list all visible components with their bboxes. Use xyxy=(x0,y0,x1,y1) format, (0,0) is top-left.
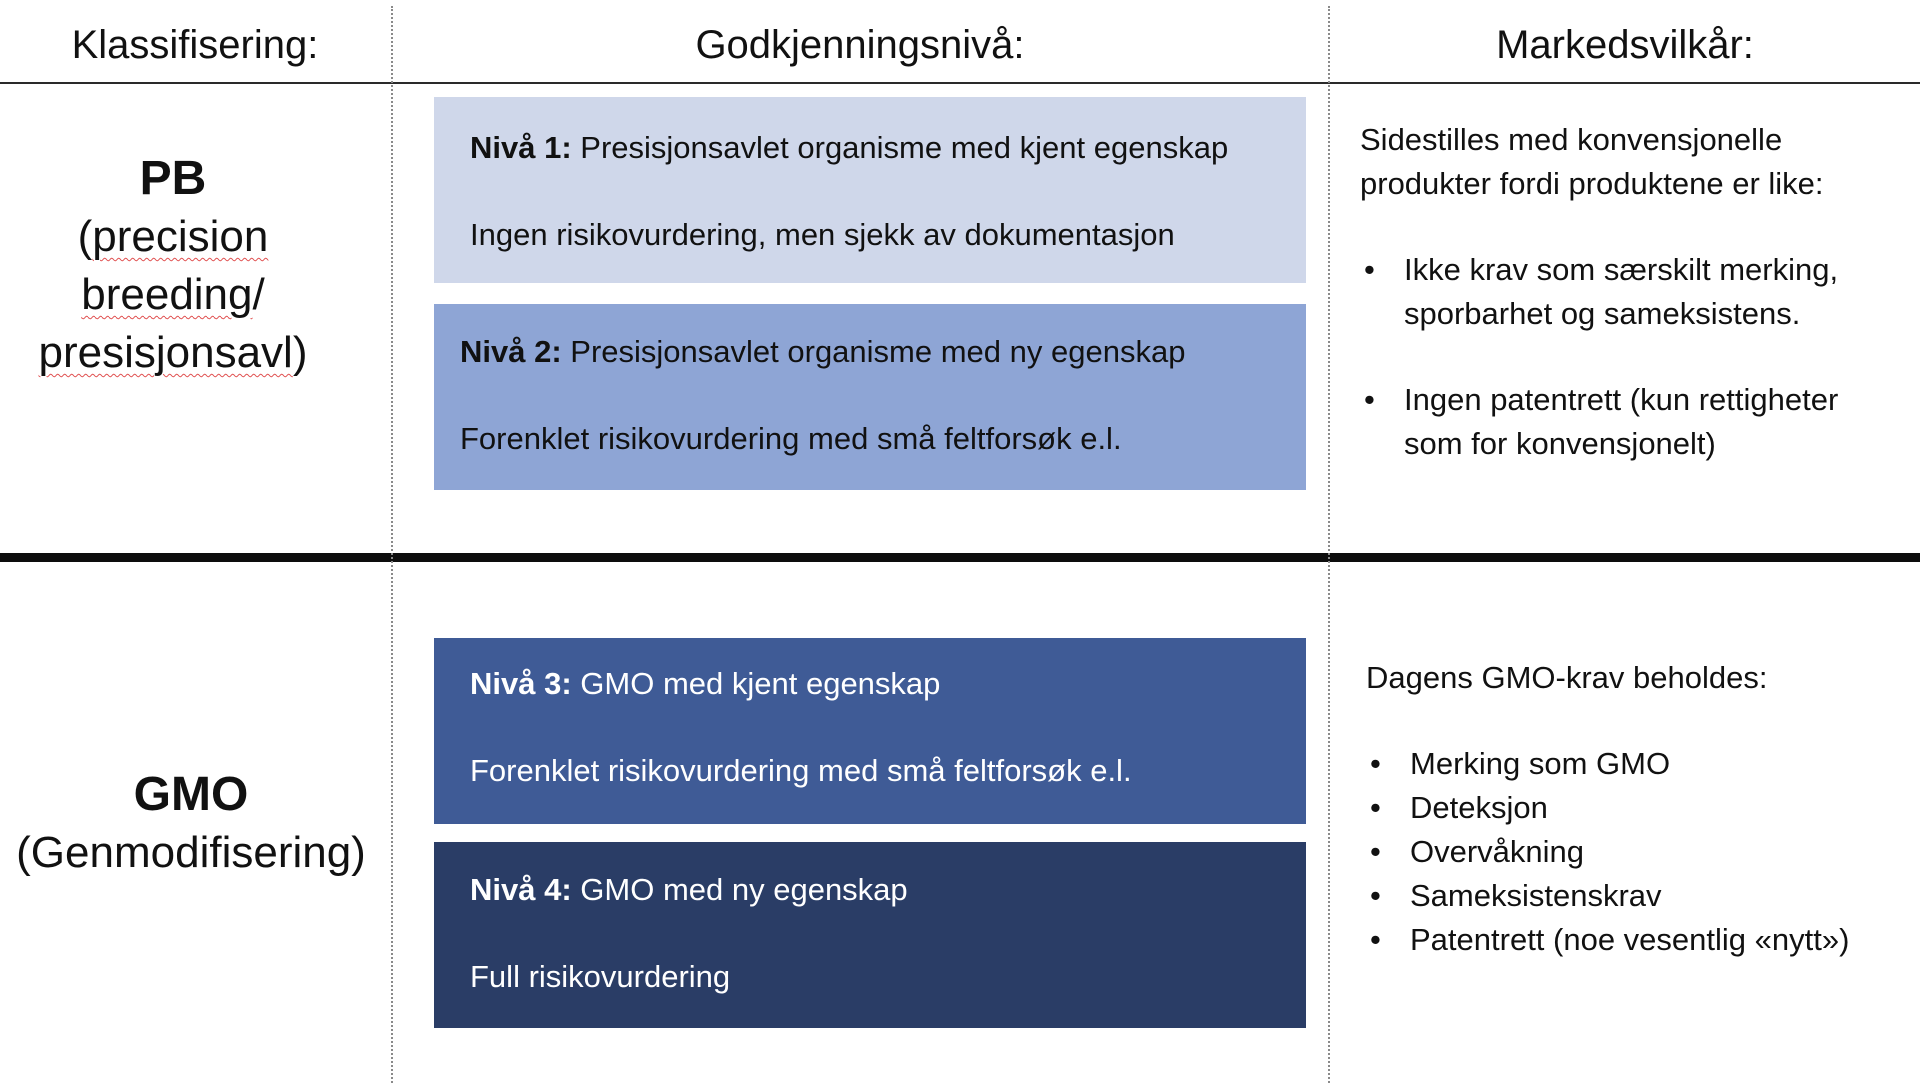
level-1-label: Nivå 1: xyxy=(470,130,572,165)
level-3-label: Nivå 3: xyxy=(470,666,572,701)
column-divider-right xyxy=(1328,6,1330,1083)
level-1-box xyxy=(434,97,1306,283)
market-conditions-gmo xyxy=(1366,656,1910,962)
list-item: • Ikke krav som særskilt merking, sporbarhet og sameksistens. xyxy=(1360,248,1910,336)
list-item: • Ingen patentrett (kun rettigheter som for konvensjonelt) xyxy=(1360,378,1910,466)
pb-abbreviation: PB xyxy=(139,152,207,205)
classification-pb xyxy=(0,150,346,382)
level-3-detail: Forenklet risikovurdering med små feltforsøk e.l. xyxy=(470,753,1132,788)
level-3-title: GMO med kjent egenskap xyxy=(571,666,941,701)
market-gmo-intro: Dagens GMO-krav beholdes: xyxy=(1366,660,1768,695)
market-gmo-list xyxy=(1366,742,1910,962)
gmo-abbreviation: GMO xyxy=(133,768,249,821)
market-conditions-pb xyxy=(1360,118,1910,466)
market-pb-list xyxy=(1360,248,1910,466)
level-4-box xyxy=(434,842,1306,1028)
level-2-label: Nivå 2: xyxy=(460,334,562,369)
list-item: • Sameksistenskrav xyxy=(1366,874,1910,918)
level-3-box xyxy=(434,638,1306,824)
list-item: • Deteksjon xyxy=(1366,786,1910,830)
pb-description-line3: presisjonsavl) xyxy=(38,328,308,377)
column-divider-left xyxy=(391,6,393,1083)
list-item: • Overvåkning xyxy=(1366,830,1910,874)
pb-gmo-divider xyxy=(0,553,1920,562)
level-4-title: GMO med ny egenskap xyxy=(571,872,908,907)
classification-gmo xyxy=(0,766,382,882)
list-item: • Merking som GMO xyxy=(1366,742,1910,786)
header-divider xyxy=(0,82,1920,84)
header-classification: Klassifisering: xyxy=(71,23,319,67)
market-pb-intro-line1: Sidestilles med konvensjonelle xyxy=(1360,122,1783,157)
level-4-detail: Full risikovurdering xyxy=(470,959,731,994)
level-4-label: Nivå 4: xyxy=(470,872,572,907)
header-approval-level: Godkjenningsnivå: xyxy=(695,23,1025,67)
gmo-description: (Genmodifisering) xyxy=(16,828,366,877)
market-pb-intro-line2: produkter fordi produktene er like: xyxy=(1360,166,1824,201)
pb-description-line1: (precision xyxy=(77,212,269,261)
level-2-title: Presisjonsavlet organisme med ny egenskap xyxy=(561,334,1186,369)
level-1-detail: Ingen risikovurdering, men sjekk av dokumentasjon xyxy=(470,217,1175,252)
pb-description-line2: breeding/ xyxy=(81,270,265,319)
level-1-title: Presisjonsavlet organisme med kjent egenskap xyxy=(571,130,1229,165)
header-market-conditions: Markedsvilkår: xyxy=(1496,23,1754,67)
level-2-box xyxy=(434,304,1306,490)
list-item: • Patentrett (noe vesentlig «nytt») xyxy=(1366,918,1910,962)
level-2-detail: Forenklet risikovurdering med små feltforsøk e.l. xyxy=(460,421,1122,456)
